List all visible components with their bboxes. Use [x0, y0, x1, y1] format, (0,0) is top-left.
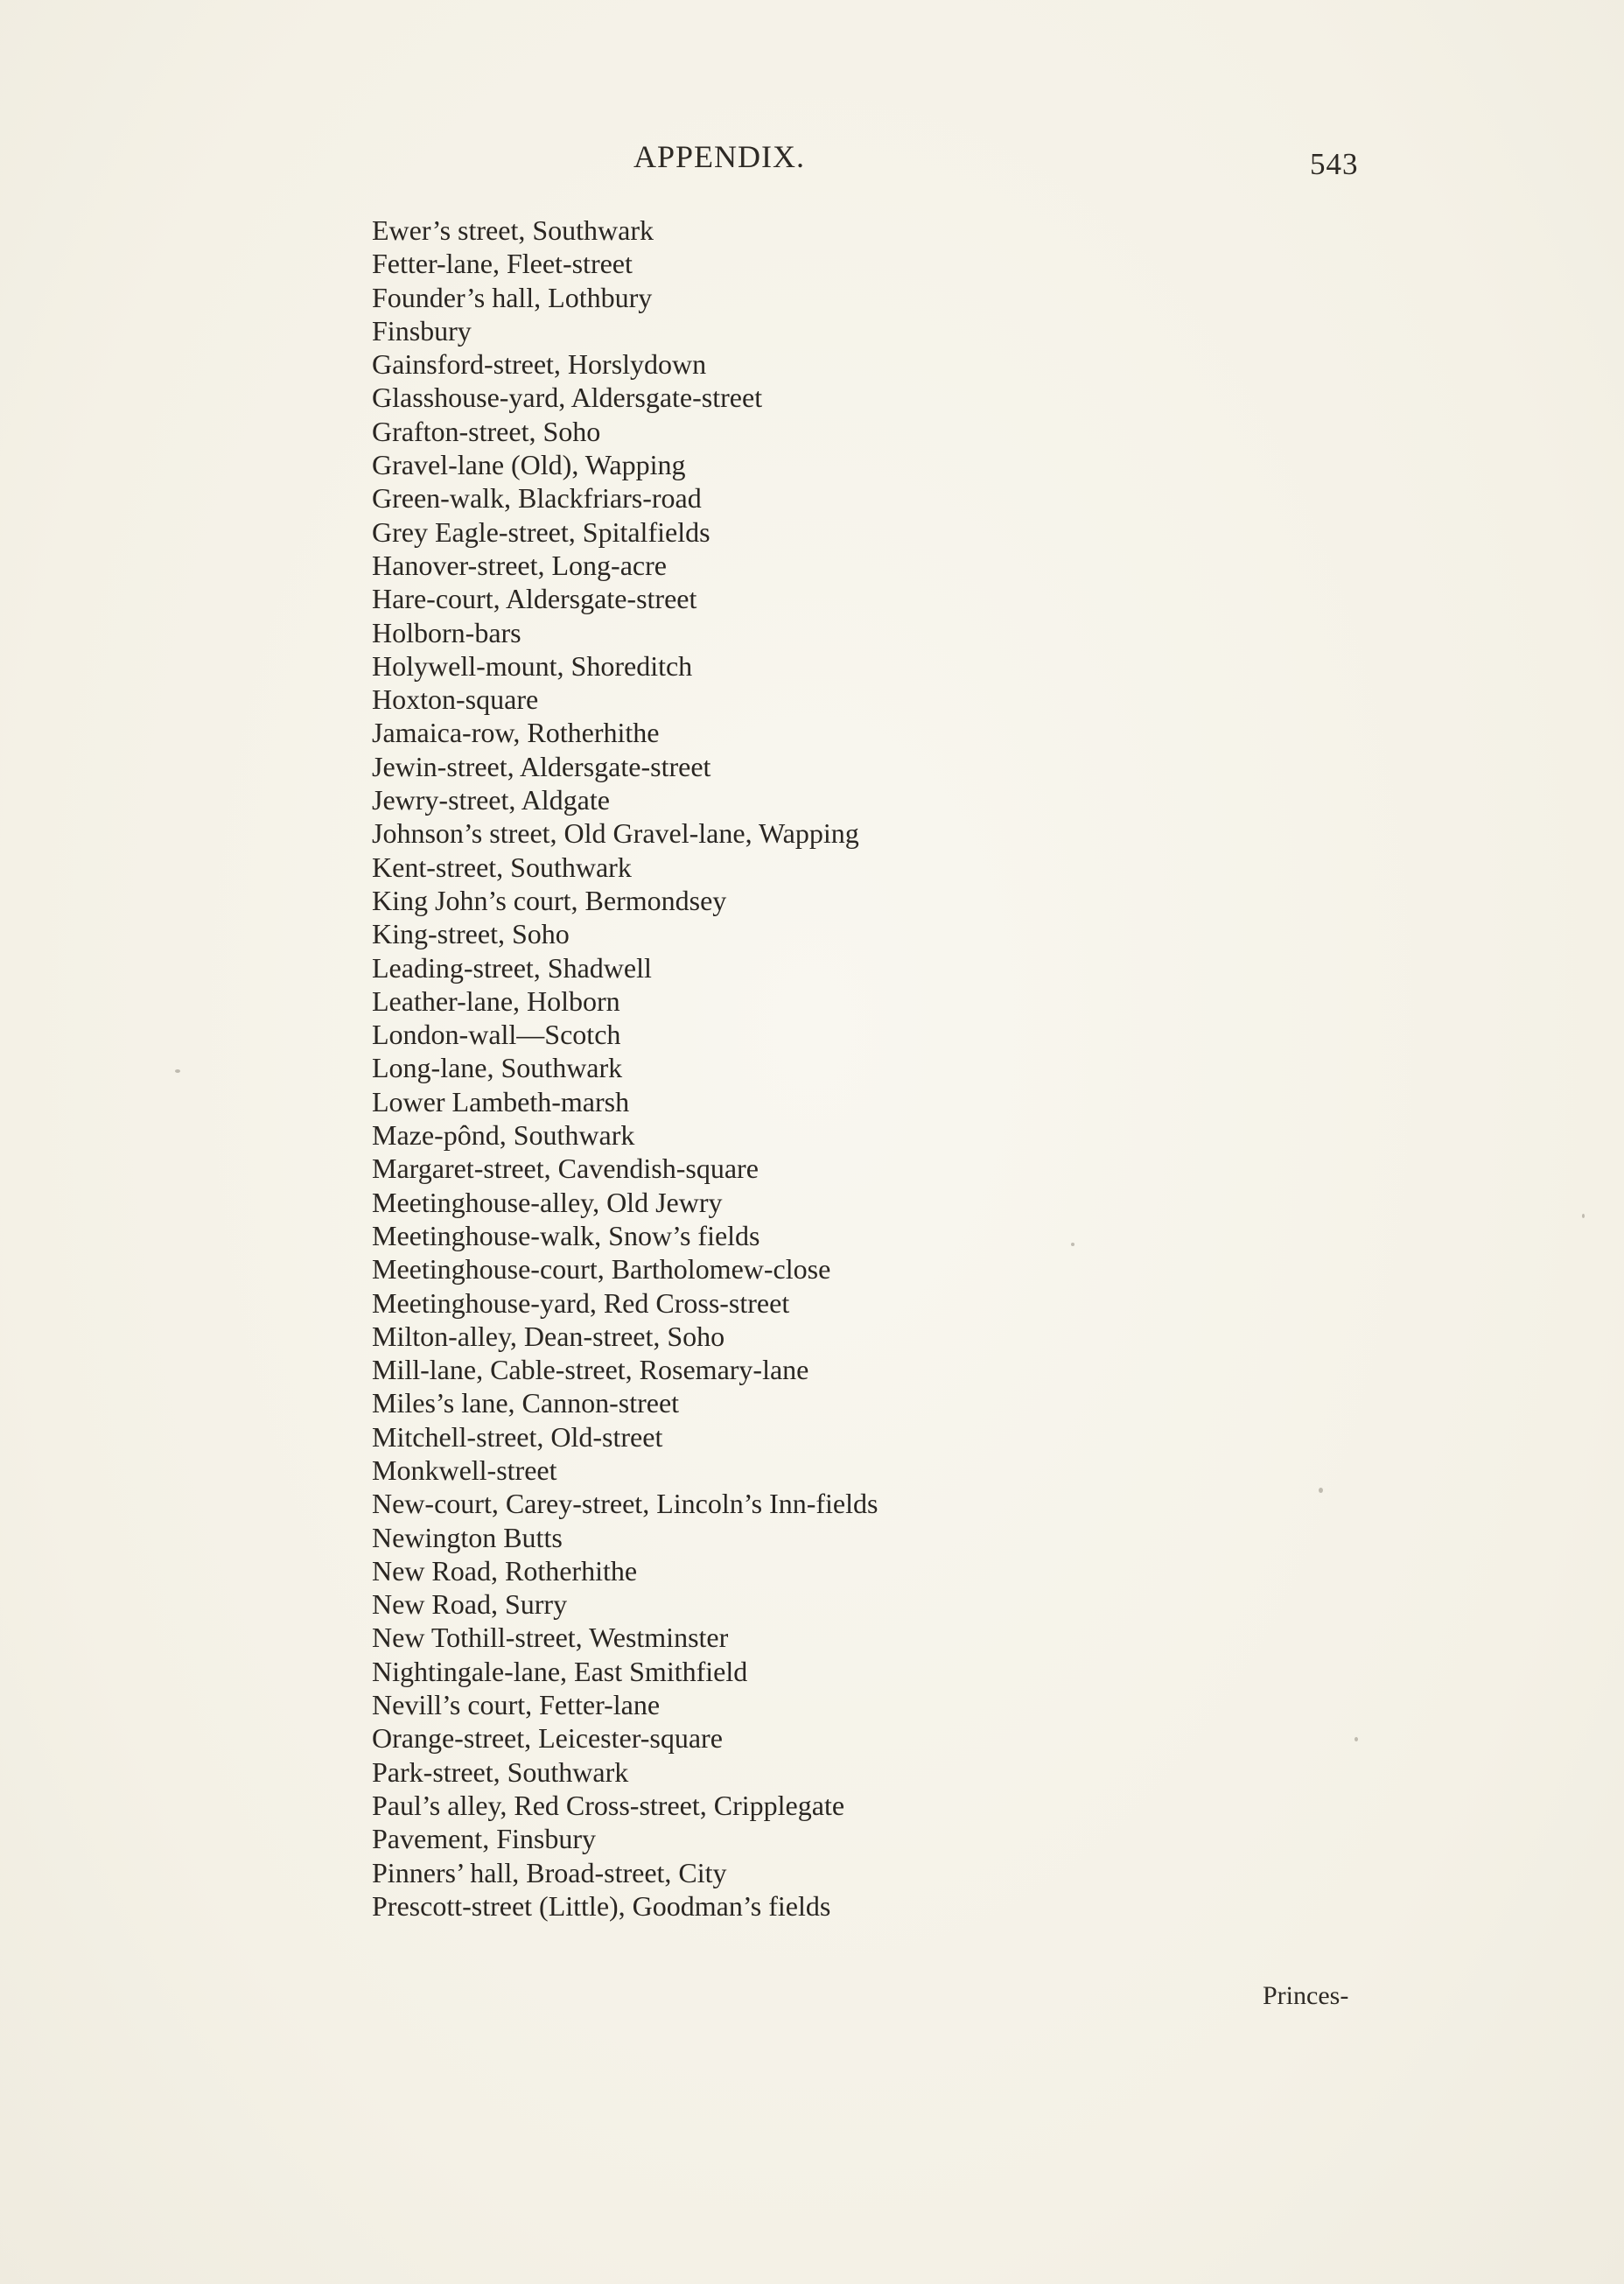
street-entry: Milton-alley, Dean-street, Soho [372, 1320, 725, 1352]
street-entry: Margaret-street, Cavendish-square [372, 1153, 759, 1185]
paper-speck [1582, 1214, 1585, 1218]
street-entry: Long-lane, Southwark [372, 1052, 623, 1084]
street-entry: Gainsford-street, Horslydown [372, 348, 707, 381]
street-entry: Johnson’s street, Old Gravel-lane, Wapping [372, 817, 859, 850]
catchword: Princes- [1263, 1981, 1349, 2010]
street-entry: New Road, Surry [372, 1588, 568, 1621]
street-entry: Pavement, Finsbury [372, 1823, 596, 1855]
street-entry: Mitchell-street, Old-street [372, 1420, 663, 1453]
paper-speck [1071, 1243, 1074, 1246]
street-entry: Meetinghouse-court, Bartholomew-close [372, 1253, 831, 1286]
paper-speck [1319, 1488, 1323, 1493]
street-entry: Grey Eagle-street, Spitalfields [372, 515, 710, 548]
street-entry: Holborn-bars [372, 616, 522, 648]
street-entry: Hanover-street, Long-acre [372, 549, 667, 581]
street-entry: Hare-court, Aldersgate-street [372, 583, 697, 615]
street-entry: Nightingale-lane, East Smithfield [372, 1655, 748, 1687]
street-entry: Orange-street, Leicester-square [372, 1722, 723, 1755]
street-entry: New Road, Rotherhithe [372, 1554, 638, 1587]
street-entry: Green-walk, Blackfriars-road [372, 482, 702, 515]
street-entry: Meetinghouse-walk, Snow’s fields [372, 1219, 760, 1251]
street-entry: London-wall—Scotch [372, 1019, 621, 1051]
street-entry: Newington Butts [372, 1521, 563, 1553]
street-entry: Mill-lane, Cable-street, Rosemary-lane [372, 1354, 809, 1386]
street-entry: Jamaica-row, Rotherhithe [372, 717, 660, 749]
street-entry: New-court, Carey-street, Lincoln’s Inn-fields [372, 1488, 878, 1520]
street-entry: Nevill’s court, Fetter-lane [372, 1689, 661, 1721]
street-entry: Paul’s alley, Red Cross-street, Cripplegate [372, 1789, 845, 1821]
street-entry: Leather-lane, Holborn [372, 984, 620, 1017]
street-entry: Grafton-street, Soho [372, 415, 601, 447]
street-entry: Meetinghouse-alley, Old Jewry [372, 1186, 723, 1218]
street-entry: Maze-pônd, Southwark [372, 1119, 635, 1152]
street-entry: Holywell-mount, Shoreditch [372, 649, 693, 682]
street-entry: Lower Lambeth-marsh [372, 1085, 630, 1117]
street-entry: New Tothill-street, Westminster [372, 1622, 729, 1654]
street-entry: Jewry-street, Aldgate [372, 784, 610, 816]
street-entry: Monkwell-street [372, 1454, 557, 1486]
street-entry: King-street, Soho [372, 918, 570, 950]
street-entry: King John’s court, Bermondsey [372, 884, 727, 916]
street-entry: Gravel-lane (Old), Wapping [372, 449, 686, 481]
running-title: APPENDIX. [634, 139, 806, 174]
street-entry: Glasshouse-yard, Aldersgate-street [372, 382, 763, 414]
page-number: 543 [1310, 147, 1359, 181]
street-entry: Kent-street, Southwark [372, 851, 632, 883]
paper-speck [1354, 1737, 1358, 1741]
street-entry: Miles’s lane, Cannon-street [372, 1387, 680, 1419]
paper-speck [175, 1069, 180, 1073]
street-entry: Leading-street, Shadwell [372, 951, 652, 984]
street-entry: Founder’s hall, Lothbury [372, 281, 653, 313]
street-entry: Prescott-street (Little), Goodman’s fields [372, 1889, 831, 1922]
street-entry: Pinners’ hall, Broad-street, City [372, 1856, 727, 1888]
street-entry: Fetter-lane, Fleet-street [372, 248, 633, 280]
street-entry: Jewin-street, Aldersgate-street [372, 750, 711, 782]
street-list [372, 214, 878, 1923]
street-entry: Meetinghouse-yard, Red Cross-street [372, 1286, 790, 1319]
street-entry: Park-street, Southwark [372, 1755, 629, 1788]
street-entry: Hoxton-square [372, 683, 539, 716]
street-entry: Finsbury [372, 314, 472, 347]
street-entry: Ewer’s street, Southwark [372, 214, 654, 246]
